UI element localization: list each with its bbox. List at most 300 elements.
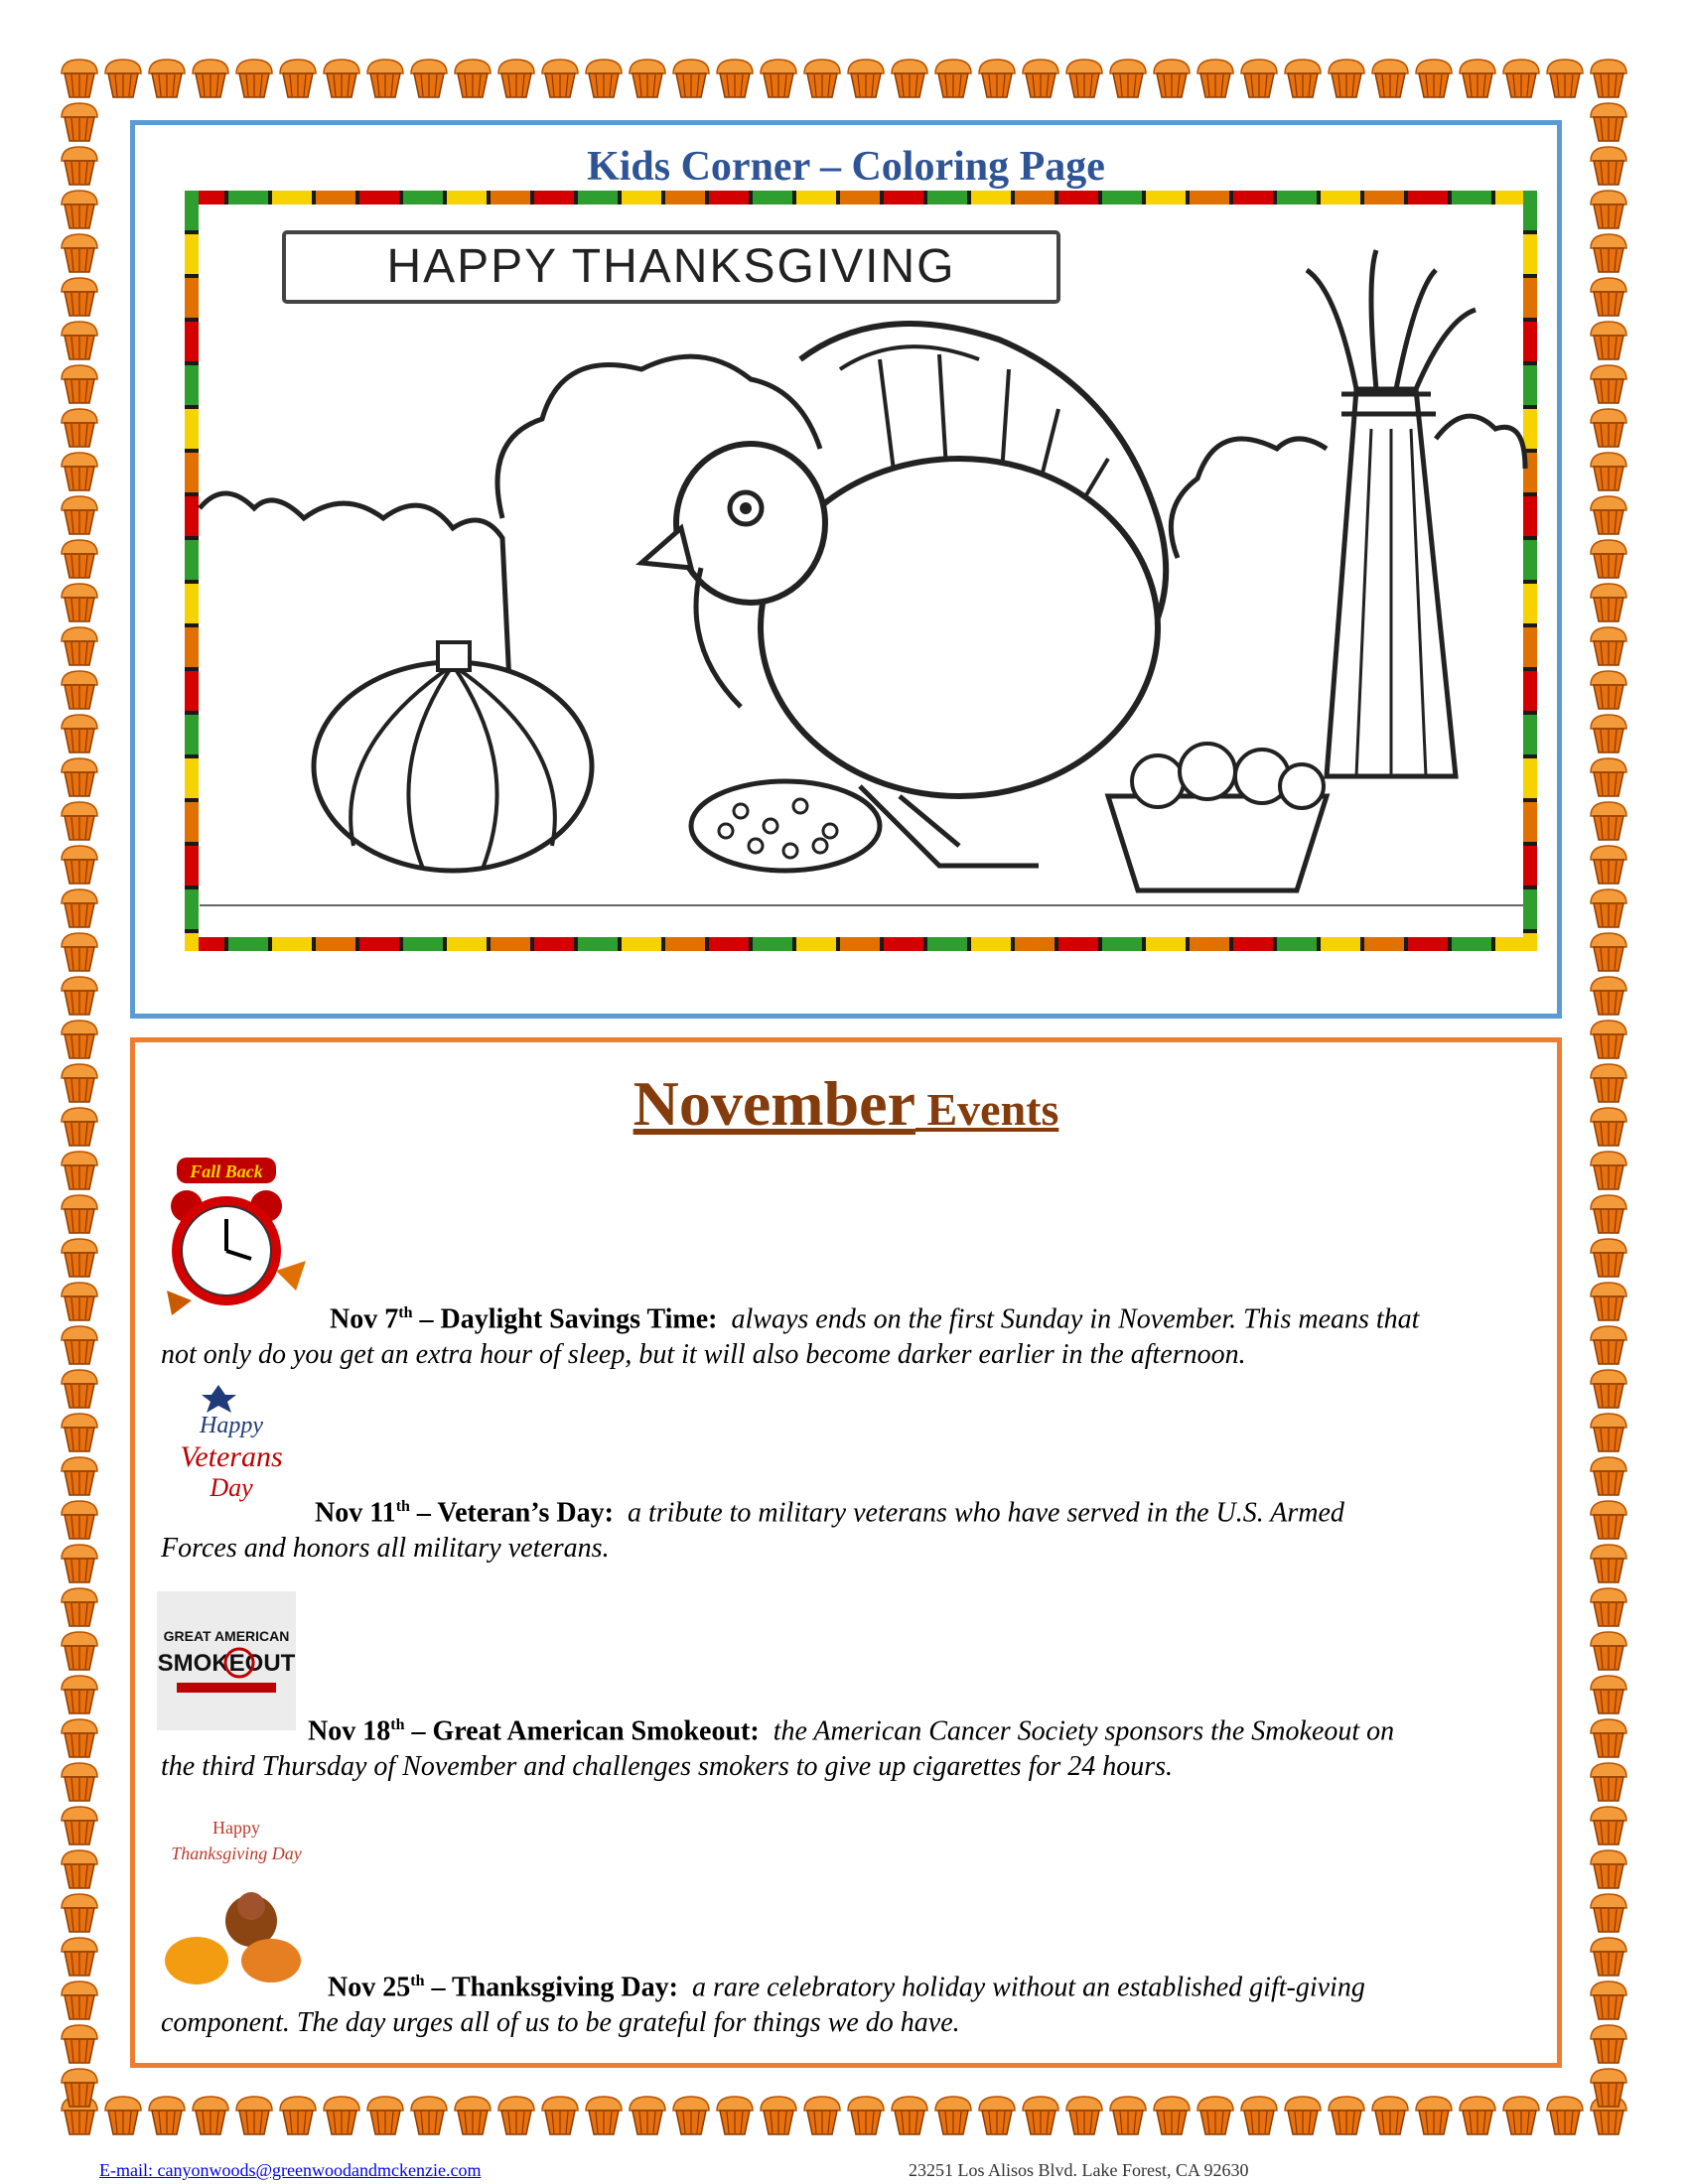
frame-stripe	[1190, 937, 1229, 951]
muffin-icon	[1587, 667, 1630, 711]
frame-stripe	[185, 191, 199, 230]
muffin-icon	[189, 2093, 232, 2136]
frame-stripe	[1146, 937, 1186, 951]
event-desc-line1: a rare celebratory holiday without an established gift-giving	[691, 1972, 1365, 2003]
muffin-icon	[1019, 56, 1062, 99]
muffin-icon	[1499, 56, 1543, 99]
muffin-icon	[1587, 318, 1630, 361]
event-date: Nov 11	[315, 1497, 396, 1529]
frame-stripe	[1523, 584, 1537, 623]
muffin-icon	[1368, 2093, 1412, 2136]
corn-kernel	[749, 839, 763, 853]
frame-stripe	[491, 191, 530, 205]
muffin-icon	[58, 1453, 101, 1497]
muffin-icon	[1587, 1497, 1630, 1541]
muffin-icon	[58, 1497, 101, 1541]
muffin-icon	[58, 1715, 101, 1759]
muffin-icon	[1587, 623, 1630, 667]
frame-stripe	[578, 937, 618, 951]
frame-stripe	[185, 584, 199, 623]
frame-stripe	[665, 937, 705, 951]
events-title-suffix: Events	[914, 1084, 1059, 1135]
muffin-icon	[1587, 56, 1630, 99]
corn-kernel	[813, 839, 827, 853]
event-date: Nov 7	[330, 1303, 399, 1335]
frame-stripe	[884, 191, 923, 205]
corn-kernel	[764, 819, 777, 833]
muffin-icon	[58, 187, 101, 230]
muffin-icon	[1587, 1934, 1630, 1978]
muffin-icon	[58, 929, 101, 973]
kids-corner-box	[130, 120, 1562, 1019]
event-date: Nov 18	[308, 1715, 391, 1747]
frame-stripe	[1277, 937, 1317, 951]
muffin-icon	[1587, 492, 1630, 536]
muffin-icon	[538, 56, 582, 99]
svg-text:Day: Day	[210, 1473, 253, 1502]
muffin-icon	[1587, 361, 1630, 405]
frame-stripe	[927, 191, 967, 205]
muffin-icon	[1587, 1148, 1630, 1191]
frame-stripe	[1102, 191, 1142, 205]
muffin-icon	[276, 56, 320, 99]
frame-stripe	[185, 671, 199, 711]
frame-stripe	[840, 937, 880, 951]
event-name: – Great American Smokeout:	[404, 1715, 760, 1747]
muffin-icon	[58, 1846, 101, 1890]
muffin-icon	[931, 2093, 975, 2136]
frame-stripe	[272, 191, 312, 205]
frame-stripe	[491, 937, 530, 951]
muffin-icon	[1543, 2093, 1587, 2136]
apple-basket	[1108, 796, 1327, 890]
muffin-icon	[189, 56, 232, 99]
frame-stripe	[447, 191, 487, 205]
muffin-icon	[58, 1759, 101, 1803]
corn-kernel	[793, 799, 807, 813]
frame-stripe	[796, 191, 836, 205]
muffin-icon	[1587, 1279, 1630, 1322]
frame-stripe	[185, 409, 199, 449]
event-desc-line2: the third Thursday of November and challenges smokers to give up cigarettes for 24 hours.	[161, 1751, 1174, 1783]
muffin-icon	[1587, 187, 1630, 230]
muffin-icon	[1587, 798, 1630, 842]
frame-stripe	[753, 191, 792, 205]
frame-stripe	[185, 889, 199, 929]
muffin-icon	[494, 56, 538, 99]
muffin-icon	[58, 361, 101, 405]
muffin-icon	[58, 623, 101, 667]
muffin-icon	[1325, 2093, 1368, 2136]
frame-stripe	[1523, 191, 1537, 230]
frame-stripe	[185, 453, 199, 492]
frame-stripe	[1190, 191, 1229, 205]
muffin-icon	[1587, 1584, 1630, 1628]
frame-stripe	[1233, 191, 1273, 205]
muffin-icon	[58, 1322, 101, 1366]
muffin-icon	[1587, 886, 1630, 929]
muffin-icon	[58, 1104, 101, 1148]
event-daylight-savings: Nov 7th – Daylight Savings Time: always ends on the first Sunday in November. This means that not only do you get an extra hour of sleep, but it will also become darker earlier in the afternoon.	[161, 1296, 1541, 1373]
frame-stripe	[185, 846, 199, 886]
frame-stripe	[185, 234, 199, 274]
muffin-icon	[58, 798, 101, 842]
muffin-icon	[1281, 2093, 1325, 2136]
event-thanksgiving-day: Nov 25th – Thanksgiving Day: a rare celebratory holiday without an established gift-giving component. The day urges all of us to be grateful for things we do have.	[161, 1964, 1541, 2041]
frame-stripe	[1277, 191, 1317, 205]
frame-stripe	[840, 191, 880, 205]
muffin-icon	[1587, 1453, 1630, 1497]
muffin-icon	[58, 1584, 101, 1628]
svg-text:GREAT AMERICAN: GREAT AMERICAN	[163, 1628, 290, 1644]
muffin-icon	[1587, 1191, 1630, 1235]
muffin-icon	[58, 754, 101, 798]
frame-stripe	[578, 191, 618, 205]
muffin-icon	[1587, 230, 1630, 274]
muffin-icon	[58, 1366, 101, 1410]
muffin-icon	[1587, 143, 1630, 187]
event-desc-line1: always ends on the first Sunday in November. This means that	[731, 1303, 1420, 1335]
muffin-icon	[1368, 56, 1412, 99]
frame-stripe	[1523, 715, 1537, 754]
muffin-icon	[320, 2093, 363, 2136]
frame-stripe	[228, 191, 268, 205]
frame-stripe	[1452, 191, 1491, 205]
frame-stripe	[1364, 937, 1404, 951]
frame-stripe	[403, 937, 443, 951]
corn-kernel	[719, 824, 733, 838]
muffin-icon	[669, 56, 713, 99]
svg-text:Thanksgiving Day: Thanksgiving Day	[171, 1843, 302, 1863]
event-date: Nov 25	[328, 1972, 411, 2003]
muffin-icon	[1587, 1322, 1630, 1366]
frame-stripe	[1364, 191, 1404, 205]
frame-stripe	[185, 278, 199, 318]
footer-address: 23251 Los Alisos Blvd. Lake Forest, CA 92630	[909, 2160, 1249, 2180]
frame-stripe	[1523, 322, 1537, 361]
muffin-icon	[1456, 56, 1499, 99]
frame-stripe	[447, 937, 487, 951]
muffin-icon	[1587, 711, 1630, 754]
muffin-icon	[58, 1541, 101, 1584]
muffin-icon	[232, 2093, 276, 2136]
muffin-icon	[58, 274, 101, 318]
muffin-icon	[320, 56, 363, 99]
muffin-icon	[58, 1148, 101, 1191]
corn-kernel	[823, 824, 837, 838]
muffin-icon	[844, 56, 888, 99]
muffin-icon	[1587, 405, 1630, 449]
frame-stripe	[403, 191, 443, 205]
frame-stripe	[1523, 846, 1537, 886]
muffin-icon	[1587, 842, 1630, 886]
frame-stripe	[1452, 937, 1491, 951]
muffin-icon	[58, 143, 101, 187]
muffin-icon	[844, 2093, 888, 2136]
muffin-icon	[58, 492, 101, 536]
frame-stripe	[1102, 937, 1142, 951]
frame-stripe	[359, 191, 399, 205]
muffin-icon	[1543, 56, 1587, 99]
frame-stripe	[316, 937, 355, 951]
muffin-icon	[1587, 1541, 1630, 1584]
muffin-icon	[1150, 56, 1194, 99]
muffin-icon	[407, 2093, 451, 2136]
frame-stripe	[1523, 627, 1537, 667]
event-desc-line1: a tribute to military veterans who have served in the U.S. Armed	[627, 1497, 1344, 1529]
muffin-icon	[58, 1672, 101, 1715]
muffin-icon	[58, 1060, 101, 1104]
muffin-icon	[58, 1890, 101, 1934]
frame-stripe	[1015, 191, 1055, 205]
banner-text: HAPPY THANKSGIVING	[386, 240, 956, 293]
muffin-icon	[58, 842, 101, 886]
muffin-icon	[626, 56, 669, 99]
muffin-icon	[1587, 536, 1630, 580]
frame-stripe	[185, 322, 199, 361]
muffin-icon	[1587, 449, 1630, 492]
muffin-icon	[1194, 56, 1237, 99]
muffin-icon	[975, 2093, 1019, 2136]
muffin-icon	[451, 56, 494, 99]
muffin-icon	[1587, 2021, 1630, 2065]
frame-stripe	[1523, 409, 1537, 449]
frame-stripe	[185, 365, 199, 405]
muffin-icon	[58, 711, 101, 754]
muffin-icon	[1587, 1890, 1630, 1934]
muffin-icon	[1587, 1410, 1630, 1453]
muffin-icon	[58, 1017, 101, 1060]
muffin-icon	[888, 56, 931, 99]
muffin-icon	[931, 56, 975, 99]
muffin-icon	[101, 56, 145, 99]
events-title	[135, 1067, 1557, 1141]
muffin-icon	[1587, 99, 1630, 143]
muffin-icon	[1587, 929, 1630, 973]
pumpkin	[314, 662, 592, 871]
muffin-icon	[363, 2093, 407, 2136]
frame-stripe	[1058, 937, 1098, 951]
frame-stripe	[1523, 365, 1537, 405]
muffin-icon	[58, 405, 101, 449]
muffin-icon	[1587, 1235, 1630, 1279]
muffin-icon	[1281, 56, 1325, 99]
muffin-icon	[58, 1410, 101, 1453]
frame-stripe	[185, 933, 199, 951]
frame-stripe	[1321, 191, 1360, 205]
muffin-icon	[1587, 1060, 1630, 1104]
muffin-icon	[800, 2093, 844, 2136]
muffin-icon	[58, 580, 101, 623]
muffin-icon	[58, 886, 101, 929]
muffin-icon	[1587, 1366, 1630, 1410]
muffin-icon	[1237, 2093, 1281, 2136]
frame-stripe	[534, 191, 574, 205]
frame-stripe	[709, 937, 749, 951]
frame-stripe	[927, 937, 967, 951]
muffin-icon	[58, 1191, 101, 1235]
muffin-icon	[1587, 1846, 1630, 1890]
svg-text:SMOKEOUT: SMOKEOUT	[157, 1650, 296, 1677]
event-name: – Veteran’s Day:	[409, 1497, 614, 1529]
muffin-icon	[58, 1978, 101, 2021]
muffin-icon	[713, 56, 757, 99]
muffin-icon	[58, 2021, 101, 2065]
muffin-icon	[1325, 56, 1368, 99]
frame-stripe	[316, 191, 355, 205]
muffin-icon	[538, 2093, 582, 2136]
muffin-icon	[58, 1803, 101, 1846]
frame-stripe	[1523, 758, 1537, 798]
muffin-icon	[58, 318, 101, 361]
frame-stripe	[1523, 234, 1537, 274]
footer-email-link[interactable]: E-mail: canyonwoods@greenwoodandmckenzie.com	[99, 2160, 482, 2180]
muffin-icon	[975, 56, 1019, 99]
corn-kernel	[783, 844, 797, 858]
muffin-icon	[276, 2093, 320, 2136]
frame-stripe	[185, 540, 199, 580]
muffin-icon	[363, 56, 407, 99]
frame-stripe	[185, 627, 199, 667]
muffin-icon	[494, 2093, 538, 2136]
frame-stripe	[1408, 191, 1448, 205]
kids-corner-title: Kids Corner – Coloring Page	[587, 144, 1105, 190]
muffin-icon	[145, 56, 189, 99]
muffin-icon	[713, 2093, 757, 2136]
frame-stripe	[665, 191, 705, 205]
svg-text:Veterans: Veterans	[180, 1440, 283, 1473]
frame-stripe	[753, 937, 792, 951]
muffin-icon	[1587, 1104, 1630, 1148]
muffin-icon	[1456, 2093, 1499, 2136]
muffin-icon	[888, 2093, 931, 2136]
muffin-icon	[232, 56, 276, 99]
frame-stripe	[884, 937, 923, 951]
muffin-icon	[58, 449, 101, 492]
muffin-icon	[1237, 56, 1281, 99]
muffin-icon	[1106, 56, 1150, 99]
frame-stripe	[1523, 496, 1537, 536]
frame-stripe	[185, 496, 199, 536]
svg-text:Happy: Happy	[212, 1818, 260, 1838]
event-name: – Thanksgiving Day:	[424, 1972, 678, 2003]
muffin-icon	[58, 99, 101, 143]
muffin-icon	[1412, 56, 1456, 99]
muffin-icon	[58, 56, 101, 99]
frame-stripe	[622, 937, 661, 951]
frame-stripe	[796, 937, 836, 951]
muffin-icon	[1587, 1672, 1630, 1715]
muffin-icon	[58, 2065, 101, 2109]
muffin-icon	[1587, 1017, 1630, 1060]
muffin-icon	[1499, 2093, 1543, 2136]
muffin-icon	[58, 1279, 101, 1322]
frame-stripe	[971, 937, 1011, 951]
muffin-icon	[58, 1235, 101, 1279]
muffin-icon	[582, 2093, 626, 2136]
muffin-icon	[1412, 2093, 1456, 2136]
frame-stripe	[1233, 937, 1273, 951]
events-title-month: November	[633, 1068, 915, 1139]
muffin-icon	[58, 1628, 101, 1672]
muffin-icon	[800, 56, 844, 99]
muffin-icon	[1062, 56, 1106, 99]
frame-stripe	[1015, 937, 1055, 951]
frame-stripe	[709, 191, 749, 205]
muffin-icon	[582, 56, 626, 99]
muffin-icon	[626, 2093, 669, 2136]
frame-stripe	[359, 937, 399, 951]
frame-stripe	[185, 758, 199, 798]
muffin-icon	[1587, 754, 1630, 798]
event-desc-line2: Forces and honors all military veterans.	[161, 1533, 610, 1565]
event-desc-line1: the American Cancer Society sponsors the Smokeout on	[773, 1715, 1395, 1747]
muffin-icon	[58, 230, 101, 274]
frame-stripe	[1523, 802, 1537, 842]
frame-stripe	[1058, 191, 1098, 205]
frame-stripe	[185, 715, 199, 754]
event-desc-line2: not only do you get an extra hour of sleep, but it will also become darker earlier in the afternoon.	[161, 1339, 1246, 1371]
muffin-icon	[757, 56, 800, 99]
frame-stripe	[1523, 540, 1537, 580]
muffin-icon	[1587, 1978, 1630, 2021]
muffin-icon	[1019, 2093, 1062, 2136]
corn-kernel	[734, 804, 748, 818]
muffin-icon	[451, 2093, 494, 2136]
muffin-icon	[1587, 580, 1630, 623]
muffin-icon	[1587, 1803, 1630, 1846]
frame-stripe	[1408, 937, 1448, 951]
frame-stripe	[1523, 933, 1537, 951]
event-veterans-day: Nov 11th – Veteran’s Day: a tribute to military veterans who have served in the U.S. Armed Forces and honors all military veterans.	[161, 1489, 1541, 1567]
muffin-icon	[1587, 1715, 1630, 1759]
muffin-icon	[1587, 2065, 1630, 2109]
muffin-icon	[1194, 2093, 1237, 2136]
frame-stripe	[272, 937, 312, 951]
event-desc-line2: component. The day urges all of us to be grateful for things we do have.	[161, 2007, 960, 2039]
muffin-icon	[407, 56, 451, 99]
frame-stripe	[971, 191, 1011, 205]
frame-stripe	[534, 937, 574, 951]
event-great-american-smokeout: Nov 18th – Great American Smokeout: the American Cancer Society sponsors the Smokeout on the third Thursday of November and challenges smokers to give up cigarettes for 24 hours.	[161, 1707, 1541, 1785]
frame-stripe	[1523, 278, 1537, 318]
muffin-icon	[58, 1934, 101, 1978]
muffin-icon	[1106, 2093, 1150, 2136]
frame-stripe	[1321, 937, 1360, 951]
svg-text:Happy: Happy	[200, 1413, 263, 1438]
muffin-icon	[1062, 2093, 1106, 2136]
muffin-icon	[58, 536, 101, 580]
thanksgiving-coloring-image	[185, 191, 1537, 951]
event-name: – Daylight Savings Time:	[412, 1303, 718, 1335]
frame-stripe	[1146, 191, 1186, 205]
november-events-box	[130, 1037, 1562, 2068]
muffin-icon	[58, 973, 101, 1017]
frame-stripe	[185, 802, 199, 842]
muffin-icon	[1587, 1759, 1630, 1803]
muffin-icon	[1587, 973, 1630, 1017]
frame-stripe	[228, 937, 268, 951]
frame-stripe	[1523, 671, 1537, 711]
frame-stripe	[1523, 889, 1537, 929]
svg-text:Fall Back: Fall Back	[190, 1161, 263, 1181]
muffin-icon	[58, 667, 101, 711]
muffin-icon	[145, 2093, 189, 2136]
muffin-icon	[757, 2093, 800, 2136]
muffin-icon	[1587, 1628, 1630, 1672]
muffin-icon	[101, 2093, 145, 2136]
muffin-icon	[669, 2093, 713, 2136]
